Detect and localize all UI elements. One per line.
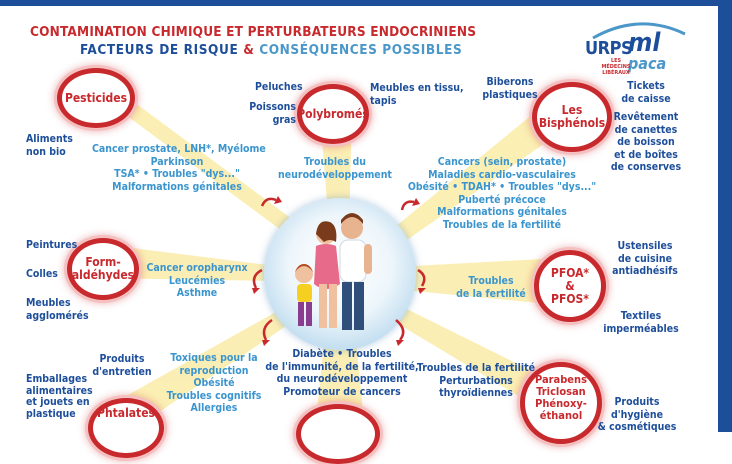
phtalates-source-5: et jouets en	[26, 396, 90, 408]
phtalates-effect-5: Allergies	[190, 402, 238, 414]
pesticides-effect-4: Malformations génitales	[112, 180, 242, 193]
bisphenols-effect-4: Puberté précoce	[458, 193, 546, 206]
bisphenols-source-plastiques: plastiques	[482, 88, 538, 101]
phtalates-effect-3: Obésité	[193, 377, 235, 389]
bisphenols-effect-1: Cancers (sein, prostate)	[437, 156, 567, 168]
polybromes-source-peluches: Peluches	[255, 81, 303, 93]
parabens-label-2: Triclosan	[536, 385, 586, 398]
polybromes-effect-1: Troubles du	[304, 156, 366, 168]
polybromes-source-meubles: Meubles en tissu,	[370, 82, 464, 94]
parabens-effect-1: Troubles de la fertilité	[416, 362, 536, 374]
polybromes-source-poissons: Poissons	[249, 101, 296, 113]
bisphenols-source-4: Revêtement	[613, 111, 679, 123]
arrow-icon-top-left	[262, 199, 276, 206]
parabens-source-1: Produits	[614, 396, 660, 408]
formaldehydes-effect-1: Cancer oropharynx	[146, 262, 248, 274]
logo-urps: URPS	[585, 38, 633, 59]
pesticides-label: Pesticides	[64, 90, 128, 105]
phtalates-effect-2: reproduction	[179, 364, 249, 377]
logo-ml: ml	[628, 28, 661, 58]
center-effect-2: de l'immunité, de la fertilité,	[265, 360, 419, 373]
bisphenols-source-7: et de boîtes	[614, 148, 678, 161]
logo-paca: paca	[628, 54, 667, 73]
title-line1: CONTAMINATION CHIMIQUE ET PERTURBATEURS ENDOCRINIENS	[30, 24, 477, 40]
pesticides-effect-1: Cancer prostate, LNH*, Myélome	[92, 143, 266, 155]
bisphenols-source-6: de boisson	[617, 136, 675, 148]
phtalates-effect-1: Toxiques pour la	[170, 352, 258, 364]
pfoa-source-2: de cuisine	[617, 252, 672, 265]
center-effect-1: Diabète • Troubles	[292, 348, 392, 360]
formaldehydes-source-meubles-1: Meubles	[26, 297, 71, 309]
pfoa-effect-2: de la fertilité	[456, 287, 526, 300]
polybromes-label: Polybromés	[297, 106, 369, 121]
pfoa-label-3: PFOS*	[551, 291, 589, 306]
parabens-label-1: Parabens	[535, 373, 587, 386]
bisphenols-label-2: Bisphénols	[538, 116, 606, 130]
title-risk-factors: FACTEURS DE RISQUE	[80, 42, 239, 58]
title-ampersand: &	[243, 42, 255, 58]
bisphenols-effect-5: Malformations génitales	[437, 206, 567, 218]
formaldehydes-label-2: aldéhydes	[71, 268, 135, 282]
parabens-label-4: éthanol	[539, 409, 583, 422]
parabens-label-3: Phénoxy-	[535, 397, 587, 410]
phtalates-source-4: alimentaires	[26, 384, 93, 397]
pesticides-effect-2: Parkinson	[150, 155, 204, 168]
parabens-effect-2: Perturbations	[439, 374, 513, 387]
parabens-effect-3: thyroïdiennes	[439, 387, 513, 399]
pesticides-effect-3: TSA* • Troubles "dys..."	[114, 168, 240, 180]
formaldehydes-source-peintures: Peintures	[26, 239, 78, 251]
bisphenols-label-1: Les	[561, 103, 583, 117]
formaldehydes-effect-3: Asthme	[176, 287, 218, 299]
polybromes-effect-2: neurodéveloppement	[278, 168, 392, 181]
parabens-source-2: d'hygiène	[610, 408, 664, 421]
arrow-icon-left	[254, 270, 262, 288]
bisphenols-source-1: Tickets	[627, 80, 665, 92]
phtalates-source-3: Emballages	[26, 373, 88, 385]
bisphenols-source-8: de conserves	[610, 161, 682, 173]
center-effect-3: du neurodéveloppement	[276, 373, 408, 385]
pesticides-source-2: non bio	[26, 145, 66, 158]
arrow-icon-bottom-left	[264, 320, 272, 340]
pfoa-label-2: &	[565, 278, 575, 293]
center-effect-4: Promoteur de cancers	[283, 385, 401, 398]
phtalates-effect-4: Troubles cognitifs	[166, 389, 262, 402]
formaldehydes-source-colles: Colles	[26, 268, 58, 280]
parabens-source-3: & cosmétiques	[597, 421, 677, 433]
polybromes-source-gras: gras	[272, 113, 296, 126]
pfoa-label-1: PFOA*	[550, 265, 590, 280]
bisphenols-source-5: de canettes	[614, 123, 678, 136]
logo-subtitle: LES MÉDECINS LIBÉRAUX	[601, 58, 631, 76]
arrow-icon-right	[418, 270, 424, 286]
polybromes-source-tapis: tapis	[370, 94, 397, 107]
pesticides-source-1: Aliments	[26, 133, 73, 145]
phtalates-source-2: d'entretien	[92, 365, 152, 378]
arrow-icon-bottom-right	[396, 320, 403, 340]
bisphenols-effect-6: Troubles de la fertilité	[442, 218, 562, 231]
title-consequences: CONSÉQUENCES POSSIBLES	[259, 42, 463, 58]
phtalates-label: Phtalates	[97, 405, 155, 420]
pfoa-source-1: Ustensiles	[617, 240, 673, 252]
bisphenols-effect-2: Maladies cardio-vasculaires	[428, 168, 576, 181]
bisphenols-source-biberons: Biberons	[486, 76, 534, 88]
pfoa-effect-1: Troubles	[468, 275, 514, 287]
formaldehydes-effect-2: Leucémies	[168, 274, 226, 287]
pfoa-source-4: Textiles	[620, 310, 662, 322]
pfoa-source-5: imperméables	[603, 322, 679, 335]
bisphenols-effect-3: Obésité • TDAH* • Troubles "dys..."	[407, 181, 597, 193]
formaldehydes-label-1: Form-	[85, 255, 121, 269]
pfoa-source-3: antiadhésifs	[612, 265, 678, 277]
phtalates-source-1: Produits	[99, 353, 145, 365]
bisphenols-source-2: de caisse	[621, 92, 671, 105]
phtalates-source-6: plastique	[26, 407, 76, 420]
formaldehydes-source-meubles-2: agglomérés	[26, 309, 89, 322]
